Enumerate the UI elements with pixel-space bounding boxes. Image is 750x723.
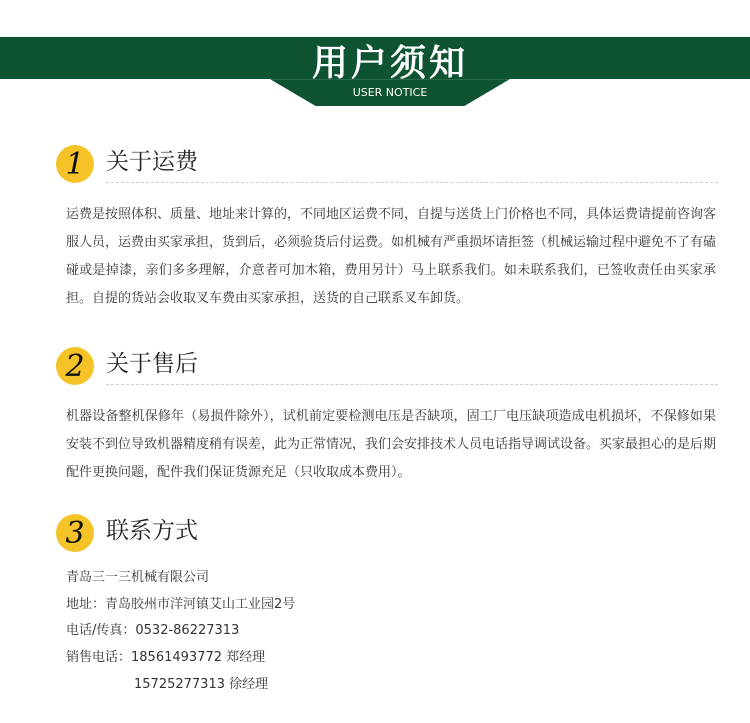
section-number: 2 [65, 349, 85, 384]
section-contact-header [56, 514, 718, 554]
contact-address: 地址：青岛胶州市洋河镇艾山工业园2号 [66, 597, 296, 612]
contact-sales-2: 15725277313 徐经理 [134, 677, 269, 692]
contact-sales-1: 销售电话：18561493772 郑经理 [66, 650, 266, 665]
section-title: 联系方式 [106, 518, 198, 544]
dotted-divider [106, 182, 718, 183]
section-aftersales-header [56, 347, 718, 387]
dotted-divider [106, 384, 718, 385]
section-number: 3 [65, 516, 85, 551]
section-title: 关于售后 [106, 351, 198, 377]
aftersales-paragraph: 机器设备整机保修年（易损件除外），试机前定要检测电压是否缺项，固工厂电压缺项造成电机损坏，不保修如果安装不到位导致机器精度稍有误差，此为正常情况，我们会安排技术人员电话指导调试设备。买家最担心的是后期配件更换问题，配件我们保证货源充足（只收取成本费用）。 [66, 409, 717, 480]
section-number: 1 [65, 147, 85, 182]
section-title: 关于运费 [106, 149, 198, 175]
contact-company: 青岛三一三机械有限公司 [66, 570, 210, 585]
page-subtitle: USER NOTICE [352, 86, 428, 99]
section-shipping-header [56, 145, 718, 185]
contact-phone: 电话/传真：0532-86227313 [66, 623, 240, 638]
shipping-paragraph: 运费是按照体积、质量、地址来计算的，不同地区运费不同，自提与送货上门价格也不同，具体运费请提前咨询客服人员，运费由买家承担，货到后，必须验货后付运费。如机械有严重损坏请拒签（机械运输过程中避免不了有磕碰或是掉漆，亲们多多理解，介意者可加木箱，费用另计）马上联系我们。如未联系我们，已签收责任由买家承担。自提的货站会收取叉车费由买家承担，送货的自己联系叉车卸货。 [66, 207, 717, 306]
page-title: 用户须知 [311, 43, 468, 84]
